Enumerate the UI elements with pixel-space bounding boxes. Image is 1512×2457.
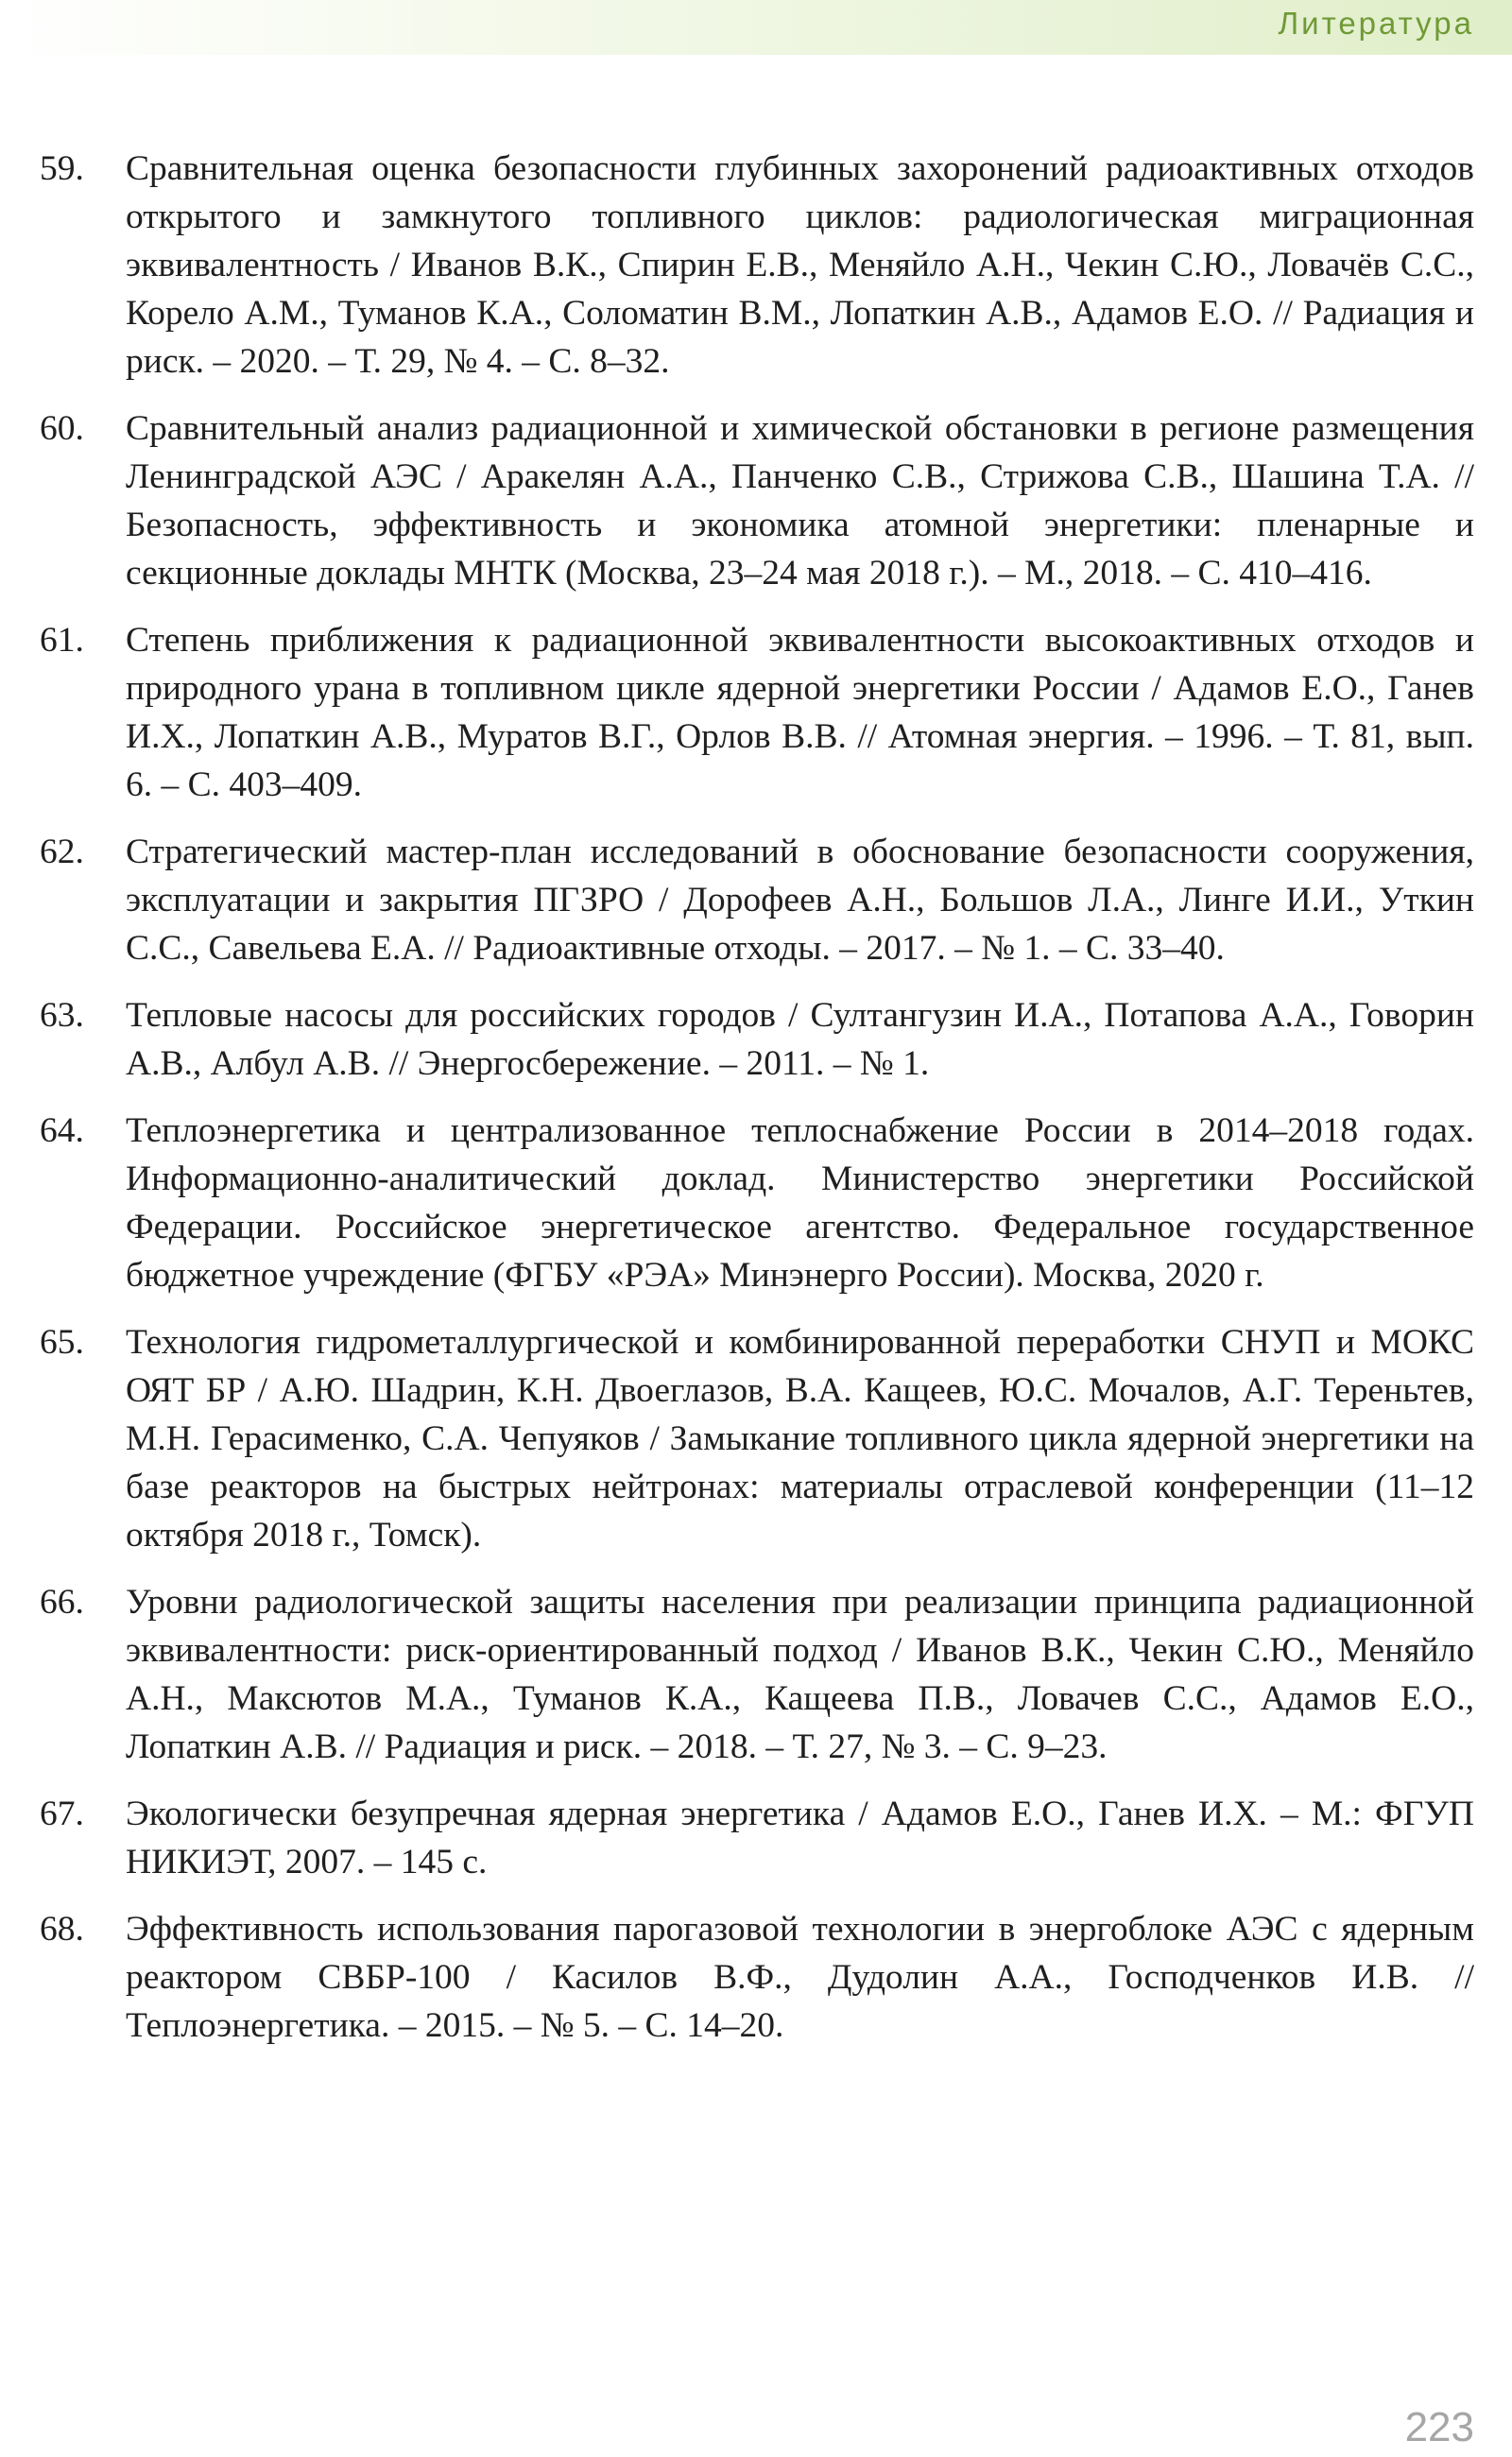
reference-list (40, 145, 1474, 2069)
reference-text: Тепловые насосы для российских городов / Султангузин И.А., Потапова А.А., Говорин А.В., Албул А.В. // Энергосбережение. – 2011. – № 1. (126, 996, 1474, 1083)
reference-item (40, 991, 1474, 1088)
reference-text: Эффективность использования парогазовой технологии в энергоблоке АЭС с ядерным реактором СВБР-100 / Касилов В.Ф., Дудолин А.А., Господченков И.В. // Теплоэнергетика. – 2015. – № 5. – С. 14–20. (126, 1910, 1474, 2045)
reference-number: 59. (40, 149, 84, 188)
reference-text: Стратегический мастер-план исследований в обоснование безопасности сооружения, эксплуатации и закрытия ПГЗРО / Дорофеев А.Н., Большов Л.А., Линге И.И., Уткин С.С., Савельева Е.А. // Радиоактивные отходы. – 2017. – № 1. – С. 33–40. (126, 833, 1474, 968)
reference-text: Степень приближения к радиационной эквивалентности высокоактивных отходов и природного урана в топливном цикле ядерной энергетики России / Адамов Е.О., Ганев И.Х., Лопаткин А.В., Муратов В.Г., Орлов В.В. // Атомная энергия. – 1996. – Т. 81, вып. 6. – С. 403–409. (126, 621, 1474, 804)
reference-text: Уровни радиологической защиты населения при реализации принципа радиационной эквивалентности: риск-ориентированный подход / Иванов В.К., Чекин С.Ю., Меняйло А.Н., Максютов М.А., Туманов К.А., Кащеева П.В., Ловачев С.С., Адамов Е.О., Лопаткин А.В. // Радиация и риск. – 2018. – Т. 27, № 3. – С. 9–23. (126, 1583, 1474, 1766)
header-band (0, 0, 1512, 55)
reference-item (40, 404, 1474, 597)
reference-number: 60. (40, 409, 84, 448)
reference-item (40, 616, 1474, 809)
reference-item (40, 1578, 1474, 1771)
reference-number: 62. (40, 833, 84, 871)
reference-item (40, 145, 1474, 386)
reference-text: Экологически безупречная ядерная энергетика / Адамов Е.О., Ганев И.Х. – М.: ФГУП НИКИЭТ, 2007. – 145 с. (126, 1795, 1474, 1881)
reference-number: 61. (40, 621, 84, 660)
reference-item (40, 828, 1474, 972)
reference-item (40, 1318, 1474, 1559)
reference-number: 68. (40, 1910, 84, 1949)
reference-item (40, 1107, 1474, 1299)
reference-text: Технология гидрометаллургической и комбинированной переработки СНУП и МОКС ОЯТ БР / А.Ю. Шадрин, К.Н. Двоеглазов, В.А. Кащеев, Ю.С. Мочалов, А.Г. Тереньтев, М.Н. Герасименко, С.А. Чепуяков / Замыкание топливного цикла ядерной энергетики на базе реакторов на быстрых нейтронах: материалы отраслевой конференции (11–12 октября 2018 г., Томск). (126, 1323, 1474, 1555)
reference-number: 64. (40, 1111, 84, 1150)
section-title: Литература (1278, 6, 1474, 41)
reference-number: 63. (40, 996, 84, 1035)
reference-item (40, 1905, 1474, 2050)
reference-text: Сравнительный анализ радиационной и химической обстановки в регионе размещения Ленинградской АЭС / Аракелян А.А., Панченко С.В., Стрижова С.В., Шашина Т.А. // Безопасность, эффективность и экономика атомной энергетики: пленарные и секционные доклады МНТК (Москва, 23–24 мая 2018 г.). – М., 2018. – С. 410–416. (126, 409, 1474, 593)
reference-text: Теплоэнергетика и централизованное теплоснабжение России в 2014–2018 годах. Информационно-аналитический доклад. Министерство энергетики Российской Федерации. Российское энергетическое агентство. Федеральное государственное бюджетное учреждение (ФГБУ «РЭА» Минэнерго России). Москва, 2020 г. (126, 1111, 1474, 1295)
reference-number: 67. (40, 1795, 84, 1833)
reference-item (40, 1790, 1474, 1886)
reference-text: Сравнительная оценка безопасности глубинных захоронений радиоактивных отходов открытого и замкнутого топливного циклов: радиологическая миграционная эквивалентность / Иванов В.К., Спирин Е.В., Меняйло А.Н., Чекин С.Ю., Ловачёв С.С., Корело А.М., Туманов К.А., Соломатин В.М., Лопаткин А.В., Адамов Е.О. // Радиация и риск. – 2020. – Т. 29, № 4. – С. 8–32. (126, 149, 1474, 381)
reference-number: 66. (40, 1583, 84, 1622)
reference-number: 65. (40, 1323, 84, 1362)
page-number: 223 (1404, 2404, 1474, 2450)
